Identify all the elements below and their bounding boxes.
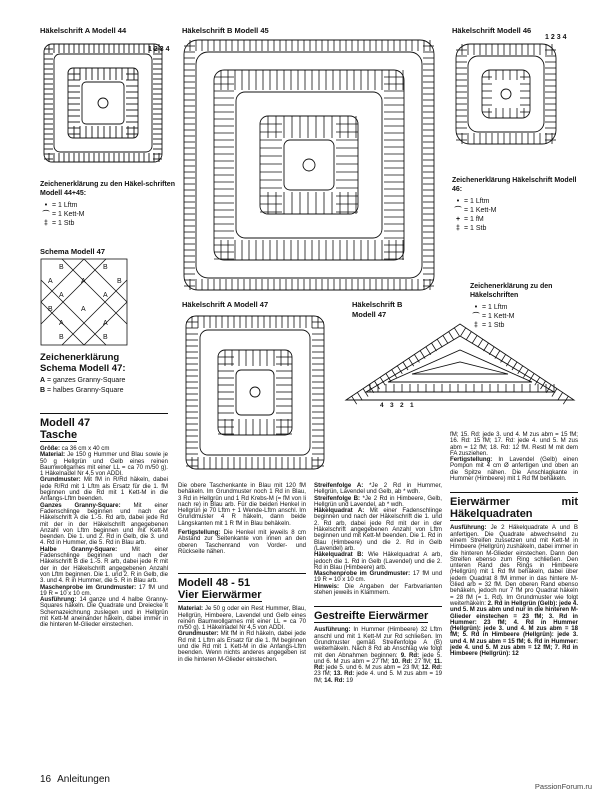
round-number: 3 — [556, 34, 561, 41]
round-numbers-a44 — [148, 46, 169, 54]
stitch-mark — [478, 339, 483, 347]
legend-title: Zeichenerklärung Häkelschrift Modell 46: — [452, 177, 577, 193]
round-number: 3 — [159, 46, 164, 53]
dot-icon: • — [456, 198, 460, 205]
section-heading-modell-47: Modell 47 Tasche — [40, 413, 168, 442]
stitch-mark — [466, 332, 471, 340]
column-3: Streifenfolge A: *Je 2 Rd in Hummer, Hellgrün, Lavendel und Gelb, ab * wdh. Streifenfolge B: *Je 2 Rd in Himbeere, Gelb, Hellgrün und Lavendel, ab * wdh. Häkelquadrat A: Mit einer Fadenschlinge beginnen und nach der Häkelschrift die 1. und 2. Rd arb, dabei jede Rd mit der in der Häkelschrift angegebenen Anzahl von Lftm beginnen und mit Kett-M beenden. Die 1. Rd in Blau (Himbeere) und die 2. Rd in Gelb (Lavendel) arb. Häkelquadrat B: Wie Häkelquadrat A arb, jedoch die 1. Rd in Gelb (Lavendel) und die 2. Rd in Blau (Himbeere) arb. Maschenprobe im Grundmuster: 17 fM und 19 R = 10 x 10 cm. Hinweis: Die Angaben der Farbvarianten stehen jeweils in Klammern. Gestreifte Eierwärmer Ausführung: In Hummer (Himbeere) 32 Lftm anschl und mit 1 Kett-M zur Rd schließen. Im Grundmuster gemäß Streifenfolge A (B) weiterhäkeln. Nach 8 Rd ab Anschlag wie folgt mit den Abnahmen beginnen: 9. Rd: jede 5. und 6. M zus abm = 27 fM; 10. Rd: 27 fM; 11. Rd: jede 5. und 6. M zus abm = 23 fM; 12. Rd: 23 fM; 13. Rd: jede 4. und 5. M zus abm = 19 fM; 14. Rd: 19 — [314, 482, 443, 684]
schema-legend — [40, 352, 180, 396]
chart-title-a44: Häkelschrift A Modell 44 — [40, 26, 127, 35]
schema-legend-row-a: A = ganzes Granny-Square — [40, 377, 126, 384]
section-heading-quadraten: Eierwärmer mit Häkelquadraten — [450, 492, 578, 521]
stitch-mark — [437, 339, 442, 347]
stitch-mark — [484, 343, 489, 351]
legend-44-45 — [40, 180, 180, 228]
crochet-chart-46 — [450, 38, 562, 150]
schema-letter: A — [59, 320, 64, 327]
legend-row: + = 1 fM — [452, 215, 582, 224]
round-number: 3 — [390, 402, 394, 409]
dagger-icon: ‡ — [474, 322, 478, 329]
schema-legend-subtitle: Schema Modell 47: — [40, 363, 126, 374]
arc-icon: ⌒ — [454, 207, 462, 214]
crochet-chart-b47 — [340, 318, 580, 414]
dagger-icon: ‡ — [44, 220, 48, 227]
stitch-mark — [432, 343, 437, 351]
legend-46 — [452, 176, 582, 233]
dagger-icon: ‡ — [456, 225, 460, 232]
round-number: 2 — [400, 402, 404, 409]
stitch-mark — [461, 328, 466, 336]
round-number: 1 — [410, 402, 414, 409]
plus-icon: + — [455, 216, 461, 223]
stitch-mark — [552, 389, 557, 397]
arc-icon: ⌒ — [42, 211, 50, 218]
stitch-mark — [454, 328, 459, 336]
section-label: Anleitungen — [57, 774, 110, 785]
schema-legend-row-b: B = halbes Granny-Square — [40, 387, 124, 394]
dot-icon: • — [44, 202, 48, 209]
stitch-mark — [449, 332, 454, 340]
chart-title-a47: Häkelschrift A Modell 47 — [182, 300, 269, 309]
chart-title-schema47: Schema Modell 47 — [40, 247, 106, 256]
column-modell-47: Modell 47 Tasche Größe: ca 36 cm x 40 cm Material: Je 150 g Hummer und Blau sowie je 50 g Hellgrün und Gelb eines reinen Baumwollgarnes mit einer LL = ca 70 m/50 g). 1 Häkelnadel Nr 4,5 von ADDI. Grundmuster: Mit fM in R/Rd häkeln, dabei jede R/Rd mit 1 Lftm als Ersatz für die 1. fM beginnen und die Rd mit 1 Kett-M in die Anfangs-Lftm beenden. Ganzes Granny-Square: Mit einer Fadenschlinge beginnen und nach der Häkelschrift A die 1.-5. Rd arb, dabei jede Rd mit der in der Häkelschrift angegebenen Anzahl von Lftm beginnen und mit Kett-M beenden. Die 1. und 2. Rd in Gelb, die 3. und 4. Rd in Hummer, die 5. Rd in Blau arb. Halbe Granny-Square: Mit einer Fadenschlinge beginnen und nach der Häkelschrift B die 1.-5. R arb, dabei jede R mit der in der Häkelschrift angegebenen Anzahl von Lftm beginnen. Die 1. und 2. R in Gelb, die 3. und 4. R in Hummer, die 5. R in Blau arb. Maschenprobe im Grundmuster: 17 fM und 19 R = 10 x 10 cm. Ausführung: 14 ganze und 4 halbe Granny-Squares häkeln. Die Quadrate und Dreiecke lt Schemazeichnung zuslegen und in Hellgrün mit Kett-M aneinander häkeln, dabei immer in die hinteren M-Glieder einstechen. — [40, 413, 168, 629]
page-number: 16 — [40, 774, 52, 785]
legend-row: ‡ = 1 Stb — [470, 321, 590, 330]
section-heading-modell-48-51: Modell 48 - 51 Vier Eierwärmer — [178, 573, 306, 602]
stitch-mark — [495, 351, 500, 359]
legend-title: Zeichenerklärung zu den Häkelschriften — [470, 283, 553, 299]
stitch-mark — [558, 392, 563, 400]
legend-row: • = 1 Lftm — [452, 197, 582, 206]
chart-title-b45: Häkelschrift B Modell 45 — [182, 26, 269, 35]
legend-row: ‡ = 1 Stb — [452, 224, 582, 233]
schema-letter: A — [81, 278, 86, 285]
chart-title-b47: Häkelschrift B Modell 47 — [352, 300, 403, 319]
schema-letter: B — [103, 334, 108, 341]
schema-letter: B — [48, 306, 53, 313]
round-number: 4 — [380, 402, 384, 409]
legend-row: • = 1 Lftm — [470, 303, 590, 312]
legend-row: ⌒ = 1 Kett-M — [452, 206, 582, 215]
schema-legend-title: Zeichenerklärung — [40, 352, 120, 363]
legend-row: • = 1 Lftm — [40, 201, 180, 210]
crochet-chart-b45 — [180, 36, 438, 294]
stitch-mark — [420, 351, 425, 359]
round-number: 1 — [148, 46, 152, 53]
schema-letters — [40, 258, 128, 346]
schema-letter: A — [59, 292, 64, 299]
schema-letter: B — [103, 264, 108, 271]
schema-letter: B — [59, 264, 64, 271]
dot-icon: • — [474, 304, 478, 311]
watermark: PassionForum.ru — [534, 782, 592, 791]
stitch-mark — [375, 381, 380, 389]
column-2: Die obere Taschenkante in Blau mit 120 fM behäkeln. Im Grundmuster noch 1 Rd in Blau, 3 Rd in Hellgrün und 1 Rd Krebs-M (= fM von li nach re) in Blau arb. Für die beiden Henkel in Hellgrün je 70 Lftm + 1 Wende-Lftm anschl. Im Grundmuster 4 R häkeln, dann beide Längskanten mit 1 R fM in Blau behäkeln. Fertigstellung: Die Henkel mit jeweils 8 cm Abstand zur Seitenkante von innen an den oberen Taschenrand von Vorder- und Rückseite nähen. Modell 48 - 51 Vier Eierwärmer Material: Je 50 g oder ein Rest Hummer, Blau, Hellgrün, Himbeere, Lavendel und Gelb eines reinen Baumwollgarnes mit einer LL = ca 70 m/50 g). 1 Häkelnadel Nr 4,5 von ADDI. Grundmuster: Mit fM in Rd häkeln, dabei jede Rd mit 1 Lftm als Ersatz für die 1. fM beginnen und die Rd mit 1 Kett-M in die Anfangs-Lftm beenden. Wenn nichts anderes angegeben ist in die hinteren M-Glieder einstechen. — [178, 482, 306, 663]
crochet-chart-a44 — [38, 38, 168, 168]
stitch-mark — [426, 347, 431, 355]
legend-row: ⌒ = 1 Kett-M — [470, 312, 590, 321]
round-number: 2 — [153, 46, 158, 53]
schema-letter: A — [103, 320, 108, 327]
paragraph: Die obere Taschenkante in Blau mit 120 fM behäkeln. Im Grundmuster noch 1 Rd in Blau, 3 Rd in Hellgrün und 1 Rd Krebs-M (= fM von li nach re) in Blau arb. Für die beiden Henkel in Hellgrün je 70 Lftm + 1 Wende-Lftm anschl. Im Grundmuster 4 R häkeln, dann beide Längskanten mit 1 R fM in Blau behäkeln. — [178, 482, 306, 527]
stitch-mark — [443, 335, 448, 343]
schema-letter: B — [59, 334, 64, 341]
legend-row: ⌒ = 1 Kett-M — [40, 210, 180, 219]
stitch-mark — [357, 392, 362, 400]
crochet-chart-a47 — [180, 310, 330, 475]
section-heading-gestreifte: Gestreifte Eierwärmer — [314, 606, 442, 623]
schema-letter: B — [117, 278, 122, 285]
paragraph: fM; 15. Rd: jede 3. und 4. M zus abm = 15 fM; 16. Rd: 15 fM; 17. Rd: jede 4. und 5. M zus abm = 12 fM; 18. Rd: 12 fM. Restl M mit dem FA zusziehen. — [450, 431, 578, 457]
schema-letter: A — [48, 278, 53, 285]
schema-letter: A — [81, 306, 86, 313]
chart-title-46: Häkelschrift Modell 46 — [452, 26, 532, 35]
arc-icon: ⌒ — [472, 313, 480, 320]
stitch-mark — [363, 389, 368, 397]
page-footer — [40, 774, 110, 785]
stitch-mark — [489, 347, 494, 355]
round-number: 1 — [545, 34, 549, 41]
legend-title: Zeichenerklärung zu den Häkel-schriften Modell 44+45: — [40, 181, 175, 197]
schema-letter: A — [103, 292, 108, 299]
round-number: 4 — [562, 34, 567, 41]
round-number: 4 — [165, 46, 170, 53]
stitch-mark — [541, 381, 546, 389]
round-number: 2 — [550, 34, 555, 41]
column-4: fM; 15. Rd: jede 3. und 4. M zus abm = 15 fM; 16. Rd: 15 fM; 17. Rd: jede 4. und 5. M zus abm = 12 fM; 18. Rd: 12 fM. Restl M mit dem FA zusziehen. Fertigstellung: In Lavendel (Gelb) einen Pompon mit 4 cm Ø anfertigen und oben an die Spitze nähen. Die Anschlagkante in Hummer (Himbeere) mit 1 Rd fM behäkeln. Eierwärmer mit Häkelquadraten Ausführung: Je 2 Häkelquadrate A und B anfertigen. Die Quadrate abwechselnd zu einem Streifen zussetzen und mit Kett-M in Himbeere (Hellgrün) zushäkeln, dabei immer in die hinteren M-Glieder einstechen. Dann den Streifen ebenso zum Ring schließen. Den unteren Rand des Rings in Himbeere (Hellgrün) mit 1 Rd fM behäkeln, dabei über jedem Quadrat 8 fM immer in das hintere M-Glied arb = 32 fM. Den oberen Rand ebenso behäkeln, jedoch nur 7 fM pro Quadrat häkeln = 28 fM (= 1. Rd). Im Grundmuster wie folgt weiterhäkeln: 2. Rd in Hellgrün (Gelb): jede 4. und 5. M zus abm und nur in die hinteren M-Glieder einstechen = 23 fM; 3. Rd in Hummer: 23 fM; 4. Rd in Hummer (Hellgrün): jede 3. und 4. M zus abm = 18 fM; 5. Rd in Himbeere (Hellgrün): jede 3. und 4. M zus abm = 15 fM; 6. Rd in Hummer: jede 4. und 5. M zus abm = 12 fM; 7. Rd in Himbeere (Hellgrün): 12 — [450, 431, 579, 658]
stitch-mark — [472, 335, 477, 343]
round-numbers-46 — [545, 34, 566, 42]
legend-row: ‡ = 1 Stb — [40, 219, 180, 228]
